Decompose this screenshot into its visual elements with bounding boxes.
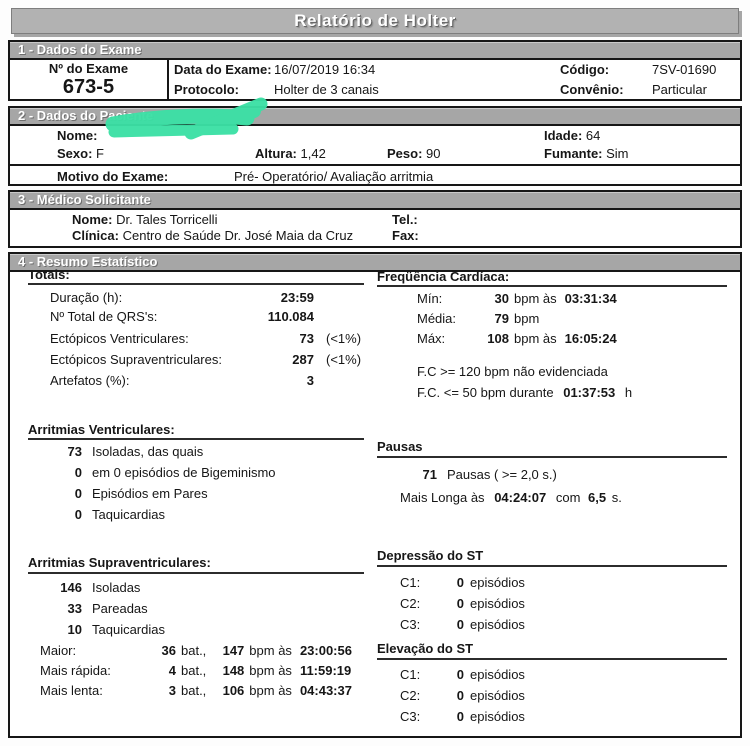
totals-label: Ectópicos Ventriculares: (50, 331, 189, 346)
summary-left-column (28, 254, 364, 738)
sv-episode-row (40, 663, 351, 678)
ventricular-text: em 0 episódios de Bigeminismo (92, 465, 276, 480)
sv-episode-label: Maior: (40, 643, 77, 658)
sv-episode-bpm: 147 (222, 643, 245, 658)
st-channel-value: 0 (456, 575, 464, 590)
sv-episode-beats-unit: bat., (181, 683, 207, 698)
section-patient-header: 2 - Dados do Paciente (10, 108, 740, 126)
st-channel-unit: episódios (470, 688, 525, 703)
report-title-bar (11, 8, 739, 34)
exam-cell-divider (167, 58, 169, 99)
st-channel-value: 0 (456, 617, 464, 632)
exam-reason-value: Pré- Operatório/ Avaliação arritmia (234, 169, 434, 184)
supraventricular-rule (28, 572, 364, 574)
st-elevation-row (400, 688, 525, 703)
exam-code-value: 7SV-01690 (652, 62, 717, 77)
section-summary (8, 252, 742, 738)
ventricular-text: Episódios em Pares (92, 486, 208, 501)
pauses-longest-row (400, 490, 622, 505)
pauses-longest-duration: 6,5 (588, 490, 607, 505)
totals-row (50, 331, 361, 346)
physician-tel-label: Tel.: (392, 212, 418, 227)
section-summary-header: 4 - Resumo Estatístico (10, 254, 740, 272)
ventricular-text: Isoladas, das quais (92, 444, 204, 459)
totals-rule (28, 283, 364, 285)
summary-right-column (377, 254, 727, 738)
patient-sex-label: Sexo: (57, 146, 93, 161)
exam-insurance-label: Convênio: (560, 82, 624, 97)
st-channel-label: C3: (400, 617, 421, 632)
supraventricular-text: Taquicardias (92, 622, 165, 637)
sv-episode-time: 04:43:37 (299, 683, 352, 698)
totals-extra: (<1%) (326, 352, 362, 367)
section-patient (8, 106, 742, 186)
supraventricular-row (28, 601, 148, 616)
sv-episode-bpm-unit: bpm às (249, 683, 292, 698)
st-channel-unit: episódios (470, 575, 525, 590)
st-elevation-heading: Elevação do ST (377, 641, 474, 656)
patient-age (544, 128, 600, 143)
physician-name-label: Nome: (72, 212, 113, 227)
hr-avg-label: Média: (417, 311, 457, 326)
supraventricular-count: 10 (67, 622, 82, 637)
totals-row (50, 373, 326, 388)
supraventricular-row (28, 622, 165, 637)
pauses-rule (377, 456, 727, 458)
exam-number-label: Nº do Exame (48, 61, 129, 76)
supraventricular-text: Pareadas (92, 601, 148, 616)
hr-note-low-unit: h (624, 385, 633, 400)
totals-extra: (<1%) (326, 331, 362, 346)
hr-avg-unit: bpm (514, 311, 540, 326)
st-channel-value: 0 (456, 709, 464, 724)
st-channel-label: C2: (400, 596, 421, 611)
sv-episode-bpm: 106 (222, 683, 245, 698)
st-elevation-row (400, 709, 525, 724)
hr-min-value: 30 (494, 291, 509, 306)
st-depression-row (400, 596, 525, 611)
physician-name-value: Dr. Tales Torricelli (116, 212, 218, 227)
totals-row (50, 309, 326, 324)
totals-row (50, 290, 326, 305)
hr-max-row (417, 331, 617, 346)
ventricular-row (28, 507, 165, 522)
pauses-longest-unit: s. (611, 490, 622, 505)
sv-episode-beats-unit: bat., (181, 663, 207, 678)
supraventricular-heading: Arritmias Supraventriculares: (28, 555, 211, 570)
st-channel-unit: episódios (470, 667, 525, 682)
ventricular-count: 0 (74, 507, 82, 522)
exam-date-label: Data do Exame: (174, 62, 272, 77)
exam-protocol-value: Holter de 3 canais (274, 82, 379, 97)
section-physician-header: 3 - Médico Solicitante (10, 192, 740, 210)
heart-rate-rule (377, 285, 727, 287)
st-channel-label: C1: (400, 667, 421, 682)
totals-label: Nº Total de QRS's: (50, 309, 158, 324)
physician-name (72, 212, 217, 227)
hr-min-time: 03:31:34 (564, 291, 617, 306)
exam-number-value: 673-5 (62, 76, 115, 98)
sv-episode-beats-unit: bat., (181, 643, 207, 658)
patient-height (255, 146, 326, 161)
patient-row-divider (10, 164, 740, 166)
physician-clinic (72, 228, 353, 243)
hr-note-low-time: 01:37:53 (563, 385, 616, 400)
hr-max-value: 108 (487, 331, 509, 346)
ventricular-rule (28, 438, 364, 440)
st-elevation-row (400, 667, 525, 682)
exam-date-value: 16/07/2019 16:34 (274, 62, 376, 77)
patient-age-label: Idade: (544, 128, 583, 143)
st-channel-unit: episódios (470, 709, 525, 724)
hr-min-unit: bpm às (514, 291, 557, 306)
sv-episode-time: 11:59:19 (299, 663, 352, 678)
hr-min-label: Mín: (417, 291, 443, 306)
patient-height-label: Altura: (255, 146, 297, 161)
hr-avg-row (417, 311, 547, 326)
patient-sex (57, 146, 104, 161)
patient-age-value: 64 (585, 128, 601, 143)
st-channel-label: C3: (400, 709, 421, 724)
pauses-longest-time: 04:24:07 (494, 490, 547, 505)
totals-value: 23:59 (280, 290, 314, 305)
ventricular-count: 73 (67, 444, 82, 459)
st-depression-heading: Depressão do ST (377, 548, 484, 563)
patient-weight-value: 90 (426, 146, 441, 161)
st-elevation-rule (377, 658, 727, 660)
ventricular-count: 0 (74, 465, 82, 480)
section-exam-header: 1 - Dados do Exame (10, 42, 740, 60)
sv-episode-row (40, 683, 352, 698)
st-channel-unit: episódios (470, 617, 525, 632)
st-depression-row (400, 617, 525, 632)
sv-episode-bpm-unit: bpm às (249, 663, 292, 678)
patient-weight (387, 146, 441, 161)
st-channel-unit: episódios (470, 596, 525, 611)
physician-clinic-value: Centro de Saúde Dr. José Maia da Cruz (122, 228, 354, 243)
totals-row (50, 352, 361, 367)
supraventricular-count: 146 (60, 580, 82, 595)
sv-episode-label: Mais lenta: (40, 683, 103, 698)
patient-height-value: 1,42 (300, 146, 326, 161)
supraventricular-row (28, 580, 140, 595)
sv-episode-beats: 3 (168, 683, 176, 698)
hr-note-low (417, 385, 632, 400)
totals-label: Artefatos (%): (50, 373, 130, 388)
totals-heading: Totais: (28, 267, 70, 282)
totals-value: 110.084 (267, 309, 314, 324)
hr-note-high: F.C >= 120 bpm não evidenciada (417, 364, 608, 379)
hr-avg-value: 79 (494, 311, 509, 326)
sv-episode-bpm: 148 (222, 663, 245, 678)
supraventricular-text: Isoladas (92, 580, 141, 595)
sv-episode-row (40, 643, 352, 658)
st-depression-rule (377, 565, 727, 567)
sv-episode-time: 23:00:56 (299, 643, 352, 658)
pauses-count-value: 71 (422, 467, 437, 482)
hr-max-label: Máx: (417, 331, 446, 346)
pauses-longest-mid: com (555, 490, 581, 505)
report-title: Relatório de Holter (294, 11, 456, 30)
sv-episode-label: Mais rápida: (40, 663, 111, 678)
hr-min-row (417, 291, 617, 306)
section-physician (8, 190, 742, 248)
supraventricular-count: 33 (67, 601, 82, 616)
physician-fax-label: Fax: (392, 228, 419, 243)
ventricular-row (28, 444, 203, 459)
st-channel-value: 0 (456, 596, 464, 611)
hr-max-time: 16:05:24 (564, 331, 617, 346)
sv-episode-beats: 4 (168, 663, 176, 678)
st-channel-label: C1: (400, 575, 421, 590)
hr-max-unit: bpm às (514, 331, 557, 346)
patient-weight-label: Peso: (387, 146, 423, 161)
totals-value: 287 (292, 352, 314, 367)
sv-episode-beats: 36 (161, 643, 176, 658)
st-depression-row (400, 575, 525, 590)
ventricular-heading: Arritmias Ventriculares: (28, 422, 175, 437)
totals-label: Duração (h): (50, 290, 123, 305)
pauses-heading: Pausas (377, 439, 423, 454)
section-exam (8, 40, 742, 101)
exam-code-label: Código: (560, 62, 610, 77)
exam-protocol-label: Protocolo: (174, 82, 239, 97)
exam-reason-label: Motivo do Exame: (57, 169, 169, 184)
physician-clinic-label: Clínica: (72, 228, 119, 243)
pauses-longest-label: Mais Longa às (400, 490, 485, 505)
ventricular-text: Taquicardias (92, 507, 165, 522)
totals-value: 3 (306, 373, 314, 388)
ventricular-count: 0 (74, 486, 82, 501)
heart-rate-heading: Freqüência Cardíaca: (377, 269, 510, 284)
pauses-count-row (377, 467, 557, 482)
patient-smoker (544, 146, 629, 161)
sv-episode-bpm-unit: bpm às (249, 643, 292, 658)
hr-note-low-text: F.C. <= 50 bpm durante (417, 385, 554, 400)
patient-smoker-value: Sim (606, 146, 629, 161)
patient-name-label: Nome: (57, 128, 98, 143)
st-channel-value: 0 (456, 667, 464, 682)
ventricular-row (28, 486, 208, 501)
totals-label: Ectópicos Supraventriculares: (50, 352, 222, 367)
patient-sex-value: F (96, 146, 104, 161)
st-channel-label: C2: (400, 688, 421, 703)
patient-smoker-label: Fumante: (544, 146, 603, 161)
exam-insurance-value: Particular (652, 82, 707, 97)
st-channel-value: 0 (456, 688, 464, 703)
pauses-count-text: Pausas ( >= 2,0 s.) (447, 467, 557, 482)
totals-value: 73 (299, 331, 314, 346)
ventricular-row (28, 465, 276, 480)
